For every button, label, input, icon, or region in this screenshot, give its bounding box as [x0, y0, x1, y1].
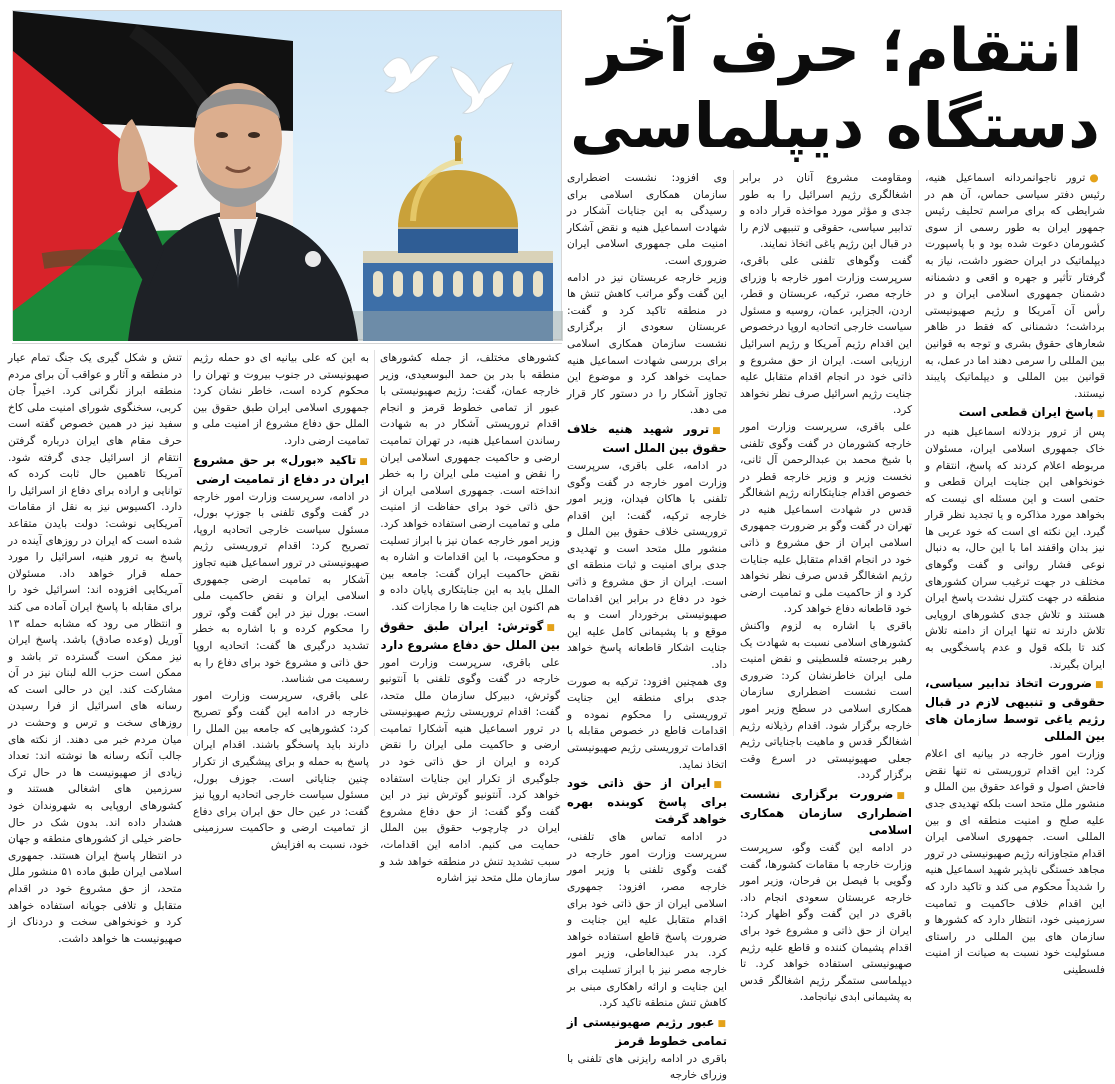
subheading-text: تاکید «بورل» بر حق مشروع ایران در دفاع از تمامیت ارضی: [193, 452, 369, 486]
paragraph: وی افزود: نشست اضطراری سازمان همکاری اسلامی برای رسیدگی به این جنایات آشکار در شهادت اسماعیل هنیه و نقض آشکار امنیت ملی جمهوری اسلامی ایران ضروری است.: [567, 172, 727, 267]
column-divider: [374, 350, 375, 736]
paragraph: ومقاومت مشروع آنان در برابر اشغالگری رژیم اسرائیل را به طور جدی و مؤثر مورد مواخذه قرار داده و تدابیر سیاسی، حقوقی و تنبیهی لازم را در قبال این رژیم یاغی اتخاذ نمایند.: [740, 172, 912, 251]
subheading-text: ایران از حق ذاتی خود برای پاسخ کوبنده بهره خواهد گرفت: [567, 776, 727, 827]
headline: [565, 14, 1105, 164]
subheading-text: گوترش: ایران طبق حقوق بین الملل حق دفاع مشروع دارد: [380, 618, 560, 652]
subheading: [193, 452, 369, 488]
subheading-text: ترور شهید هنیه خلاف حقوق بین الملل است: [567, 421, 727, 455]
paragraph: در ادامه این گفت وگو، سرپرست وزارت خارجه با مقامات کشورها، گفت وگویی با فیصل بن فرحان، وزیر امور خارجه عربستان سعودی انجام داد. باقری در این گفت وگو اظهار کرد: ایران از حق ذاتی و مشروع خود برای اقدام پشیمان کننده و قاطع علیه رژیم صهیونیستی استفاده خواهد کرد. تا دیپلماسی ستمگر رژیم اشغالگر قدس به پشیمانی ابدی نیانجامد.: [740, 841, 912, 1004]
subheading: [740, 786, 912, 839]
paragraph: در ادامه، علی باقری، سرپرست وزارت امور خارجه در گفت وگوی تلفنی با هاکان فیدان، وزیر امور خارجه ترکیه، گفت: این اقدام تروریستی خلاف حقوق بین الملل و منشور ملل متحد است و تهدیدی جدی برای امنیت و ثبات منطقه ای است. ایران از حق مشروع و ذاتی خود در دفاع در برابر این اقدامات صهیونیستی برخوردار است و به موقع و با پشیمانی کامل علیه این جنایت اشکار قاطعانه پاسخ خواهد داد.: [567, 459, 727, 672]
subheading: [567, 1014, 727, 1050]
paragraph: در ادامه، سرپرست وزارت امور خارجه در گفت وگوی تلفنی با جوزپ بورل، مسئول سیاست خارجی اتحادیه اروپا، تصریح کرد: اقدام تروریستی رژیم صهیونیستی در ترور اسماعیل هنیه تجاوز آشکار به تمامیت ارضی جمهوری اسلامی ایران و نقض حاکمیت ملی است. بورل نیز در این گفت وگو، ترور را محکوم کرده و با اشاره به خطر تشدید درگیری ها گفت: اتحادیه اروپا حق ذاتی و مشروع خود برای دفاع را به رسمیت می شناسد.: [193, 490, 369, 686]
lead-photo: [12, 10, 562, 340]
person-waving-photo: [108, 39, 368, 341]
subheading-marker-icon: ■: [713, 780, 727, 791]
paragraph: [925, 170, 1105, 402]
paragraph: کشورهای مختلف، از جمله کشورهای منطقه با بدر بن حمد البوسعیدی، وزیر خارجه عمان، گفت: رژیم صهیونیستی با عبور از تمامی خطوط قرمز و انجام اقدام تروریستی آشکار در به شهادت رساندن اسماعیل هنیه، در تهران تمامیت ارضی و حاکمیت جمهوری اسلامی ایران را نقض و امنیت ملی ایران را به خطر انداخته است. جمهوری اسلامی ایران از حق ذاتی خود برای حفاظت از امنیت ملی و تمامیت ارضی استفاده خواهد کرد.: [380, 352, 560, 530]
lead-paragraph-text: ترور ناجوانمردانه اسماعیل هنیه، رئیس دفتر سیاسی حماس، آن هم در شرایطی که برای مراسم تحلیف رئیس جمهور ایران به طور رسمی از سوی کشورمان دعوت شده بود و با پاسپورت دیپلماتیک در ایران حضور داشت، نیاز به گرفتار تأثیر و جهره و اقعی و دشمنانه دشمنان جمهوری اسلامی ایران و در رأس آن آمریکا و رژیم صهیونیستی برداشت؛ دشمنانی که فقط در ظاهر شعارهای حقوق بشری و توجه به قوانین بین المللی را سرمی دهند اما در عمل، به قوانین بین المللی و دیپلماتیک پایبند نیستند.: [925, 172, 1105, 400]
column-divider: [187, 350, 188, 736]
paragraph: باقری در ادامه رایزنی های تلفنی با وزرای خارجه: [567, 1052, 727, 1082]
article-column-3: [567, 170, 727, 1082]
article-column-4: [380, 350, 560, 885]
subheading-marker-icon: ■: [896, 790, 912, 801]
subheading-marker-icon: ■: [717, 1018, 727, 1029]
paragraph: علی باقری، سرپرست وزارت امور خارجه در گفت وگوی تلفنی با آنتونیو گوترش، دبیرکل سازمان ملل متحد، گفت: اقدام تروریستی رژیم صهیونیستی در ترور اسماعیل هنیه آشکارا تمامیت ارضی و حاکمیت ملی ایران را نقض کرده و ایران از حق ذاتی خود در جلوگیری از تکرار این جنایات استفاده خواهد کرد. آنتونیو گوترش نیز در این گفت وگو گفت: از حق دفاع مشروع ایران در چارچوب حقوق بین الملل حمایت می کنیم. ادامه این اقدامات، سبب تشدید تنش در منطقه خواهد شد و سازمان ملل متحد نیز اشاره: [380, 656, 560, 885]
paragraph: وزارت امور خارجه در بیانیه ای اعلام کرد: این اقدام تروریستی نه تنها نقض فاحش اصول و قواعد حقوق بین الملل و منشور ملل متحد است بلکه تهدیدی جدی علیه صلح و امنیت منطقه ای و بین المللی است. جمهوری اسلامی ایران اقدام متجاوزانه رژیم صهیونیستی در ترور مجاهد خستگی ناپذیر شهید اسماعیل هنیه را شدیداً محکوم می کند و تاکید دارد که این اقدام خلاف حاکمیت و تمامیت سرزمینی خود، انتظار دارد که کشورها و سازمان های بین المللی در راستای مسئولیت خود نسبت به صیانت از امنیت فلسطینی: [925, 748, 1105, 976]
subheading-marker-icon: ■: [1094, 680, 1105, 691]
subheading: [925, 404, 1105, 423]
subheading-marker-icon: ■: [1096, 409, 1105, 420]
subheading-marker-icon: ■: [359, 456, 369, 467]
subheading-marker-icon: ■: [712, 425, 727, 436]
paragraph: علی باقری، سرپرست وزارت امور خارجه کشورمان در گفت وگوی تلفنی با شیخ محمد بن عبدالرحمن آل ثانی، نخست وزیر و وزیر خارجه قطر در خصوص اقدام جنایتکارانه رژیم اشغالگر قدس در شهادت اسماعیل هنیه در تهران در گفت وگو بر ضرورت جمهوری اسلامی ایران از حق مشروع و ذاتی خود در انجام اقدام متقابل علیه جنایات رژیم اشغالگر قدس صرف نظر نخواهد کرد و از حاکمیت ملی و تمامیت ارضی خود قاطعانه دفاع خواهد کرد.: [740, 420, 912, 616]
subheading: [567, 775, 727, 828]
article-column-5: [193, 350, 369, 852]
dome-of-the-rock-icon: [343, 131, 563, 341]
lead-bullet-icon: ●: [1089, 172, 1105, 184]
photo-bottom-rule: [12, 343, 562, 344]
white-dove-icon: [443, 57, 519, 119]
paragraph: به این که علی بیانیه ای دو حمله رژیم صهیونیستی در جنوب بیروت و تهران را محکوم کرده است، خاطر نشان کرد: جمهوری اسلامی ایران طبق حقوق بین الملل حق دفاع مشروع از امنیت ملی و تمامیت ارضی دارد.: [193, 352, 369, 447]
paragraph: باقری با اشاره به لزوم واکنش کشورهای اسلامی نسبت به شهادت یک رهبر برجسته فلسطینی و نقض امنیت ملی ایران خاطرنشان کرد: ضروری است نشست اضطراری سازمان همکاری اسلامی در سطح وزیر امور خارجه برگزار شود. اقدام رذیلانه رژیم اشغالگر قدس و ماهیت باجنایاتی رژیم جعلی صهیونیستی در اسرع وقت برگزار گردد.: [740, 620, 912, 782]
headline-line-1: انتقام؛ حرف آخر: [587, 16, 1083, 86]
subheading-text: ضرورت برگزاری نشست اضطراری سازمان همکاری اسلامی: [740, 786, 912, 837]
article-column-6: [8, 350, 182, 945]
subheading-text: عبور رژیم صهیونیستی از تمامی خطوط قرمز: [567, 1014, 727, 1048]
white-dove-icon: [373, 49, 443, 101]
headline-line-2: دستگاه دیپلماسی: [570, 89, 1100, 162]
paragraph: تنش و شکل گیری یک جنگ تمام عیار در منطقه و آثار و عواقب آن برای مردم منطقه ابراز نگرانی کرد. اخیراً جان کربی، سخنگوی شورای امنیت ملی کاخ سفید نیز در همین خصوص گفته است حرف مقام های ایران درباره گرفتن انتقام از اسرائیل جدی گرفته شود. آمریکا تاهمین حال ثابت کرده که توانایی و اراده برای دفاع از اسرائیل را دارد. اکسیوس نیز به نقل از مقامات آمریکایی نوشت: دولت بایدن متقاعد شده است که ایران در روزهای آینده در پاسخ به ترور هنیه، اسرائیل را مورد حمله قرار خواهد داد. مسئولان آمریکایی افزوده اند: اسرائیل خود را برای مقابله با پاسخ ایران آماده می کند و انتظار می رود که مشابه حمله ۱۳ آوریل (وعده صادق) باشد. پاسخ ایران نیز ممکن است گسترده تر باشد و ممکن است حزب الله لبنان نیز در آن مشارکت کند. این در حالی است که رسانه های اسرائیل از فرا رسیدن روزهای سخت و ترس و وحشت در میان مردم خبر می دهند. از نکته های جالب آنکه رسانه ها نوشته اند: تعداد زیادی از صهیونیست ها در حال ترک سرزمین های اشغالی هستند و کشورهای اروپایی به شهروندان خود هشدار داده اند. بدون شک در حال حاضر خیلی از کشورهای منطقه و جهان در انتظار پاسخ ایران هستند. جمهوری اسلامی ایران طبق ماده ۵۱ منشور ملل متحد، از حق مشروع خود در اقدام متقابل و تلافی جویانه استفاده خواهد کرد و خونخواهی سخت و دردناک از صهیونیست ها خواهد داشت.: [8, 352, 182, 945]
paragraph: در ادامه تماس های تلفنی، سرپرست وزارت امور خارجه در گفت وگوی تلفنی با وزیر امور خارجه مصر، افزود: جمهوری اسلامی ایران از حق ذاتی خود برای اقدام متقابل علیه این جنایت و ضرورت پاسخ قاطع استفاده خواهد کرد. بدر عبدالعاطی، وزیر امور خارجه مصر نیز با ابراز تسلیت برای این جنایت و ارائه راهکاری مبنی بر کاهش تنش منطقه تاکید کرد.: [567, 831, 727, 1010]
article-column-2: [740, 170, 912, 1004]
subheading: [925, 675, 1105, 745]
paragraph: علی باقری، سرپرست وزارت امور خارجه در ادامه این گفت وگو تصریح کرد: کشورهایی که جامعه بین الملل را دارند باید پاسخگو باشند. اقدام ایران پاسخ به حمله و برای پیشگیری از تکرار چنین جنایاتی است. جوزف بورل، مسئول سیاست خارجی اتحادیه اروپا نیز گفت: در عین حال حق ایران برای دفاع از تمامیت ارضی و حاکمیت سرزمینی خود، نسبت به افزایش: [193, 689, 369, 852]
paragraph: گفت وگوهای تلفنی علی باقری، سرپرست وزارت امور خارجه با وزرای خارجه مصر، ترکیه، عربستان و قطر، اردن، الجزایر، عمان، روسیه و مسئول سیاست خارجی اتحادیه اروپا درخصوص این اقدام رژیم آمریکا و رژیم اسرائیل ارزیابی است. ایران از حق مشروع و ذاتی خود در انجام اقدام متقابل علیه جنایت رژیم اسرائیل صرف نظر نخواهد کرد.: [740, 254, 912, 417]
column-divider: [733, 170, 734, 736]
subheading: [380, 618, 560, 654]
paragraph: وزیر خارجه عربستان نیز در ادامه این گفت وگو مراتب کاهش تنش ها در منطقه تاکید کرد و گفت: عربستان سعودی از برگزاری نشست سازمان همکاری اسلامی برای بررسی شهادت اسماعیل هنیه حمایت خواهد کرد و موضوع این تجاوز آشکار را در دستور کار قرار می دهد.: [567, 271, 727, 417]
paragraph: وزیر امور خارجه عمان نیز با ابراز تسلیت و محکومیت، با این اقدامات و اشاره به نقض حاکمیت ایران گفت: جامعه بین الملل باید به این جنایتکاری پایان داده و هم اکنون این جنایت ها را مجازات کند.: [380, 534, 560, 613]
paragraph: وی همچنین افزود: ترکیه به صورت جدی برای منطقه این جنایت تروریستی را محکوم نموده و اقدامات قاطع در خصوص مقابله با اقدامات تروریستی رژیم صهیونیستی اتخاذ نماید.: [567, 675, 727, 771]
paragraph: پس از ترور بزدلانه اسماعیل هنیه در خاک جمهوری اسلامی ایران، مسئولان مربوطه اعلام کردند که پاسخ، انتقام و خونخواهی این جنایت ایران قطعی و حتمی است و این مسئله ای نیست که بخواهد مورد مذاکره و یا تجدید نظر قرار گیرد. این نکته ای است که خود عربی ها نیز بدان واقفند اما با این حال، به دنبال نوعی فشار روانی و گفت وگوهای مختلف در جهت ترغیب سران کشورهای منطقه در جهت کنترل نشدت پاسخ ایران هستند و تلاش جدی کشورهای اروپایی تلاش دارند نه تنها ایران از دامنه تلاش کند تا بلکه قول و عدم پاسخگویی به ایران بگیرند.: [925, 426, 1105, 671]
column-divider: [918, 170, 919, 736]
subheading-marker-icon: ■: [546, 622, 560, 633]
article-column-1: [925, 170, 1105, 976]
subheading-text: ضرورت اتخاذ تدابیر سیاسی، حقوقی و تنبیهی لازم در قبال رژیم یاغی توسط سازمان های بین المللی: [925, 676, 1105, 744]
subheading: [567, 421, 727, 457]
subheading-text: پاسخ ایران قطعی است: [958, 405, 1094, 420]
